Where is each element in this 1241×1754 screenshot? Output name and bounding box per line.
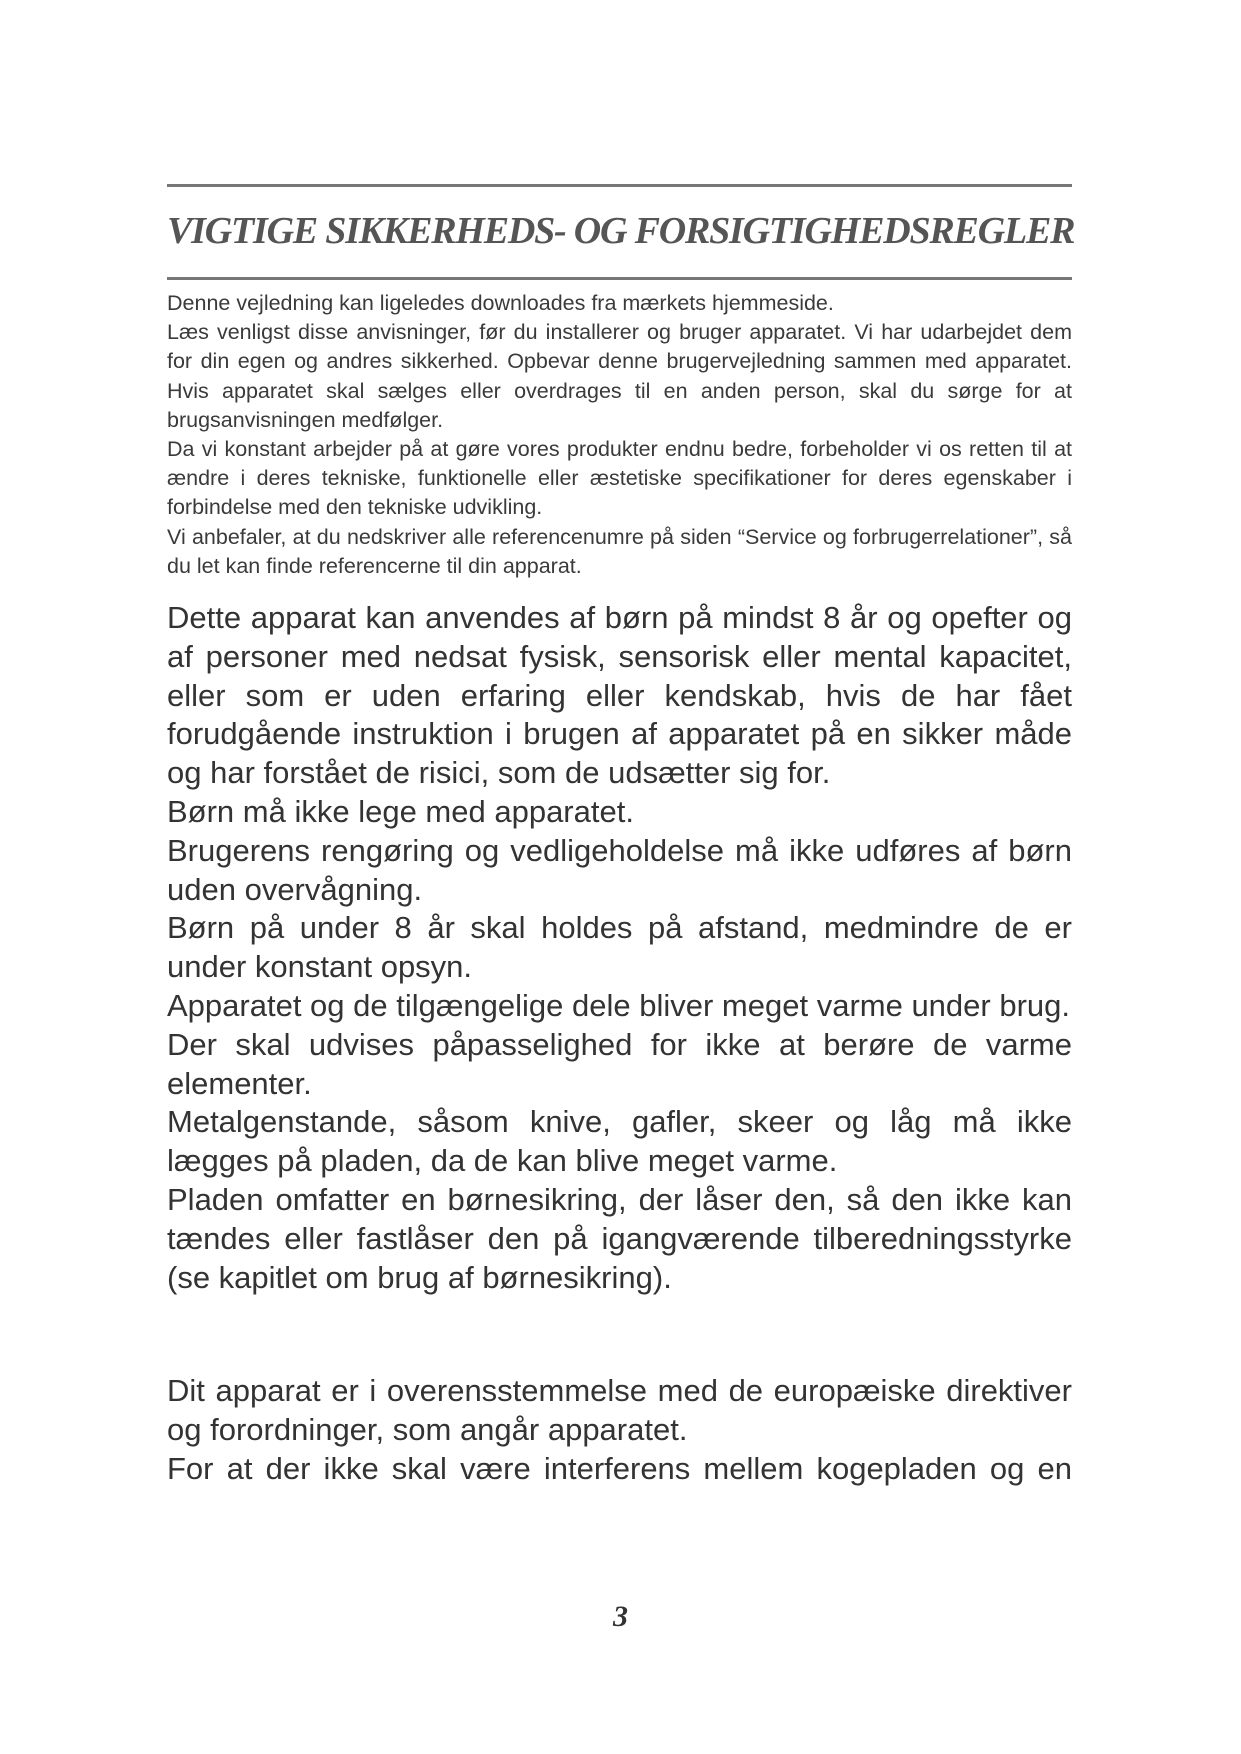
safety-paragraph: Børn må ikke lege med apparatet. (167, 794, 634, 830)
safety-paragraph: Dette apparat kan anvendes af børn på mindst 8 år og opefter og af personer med nedsat fysisk, sensorisk eller mental kapacitet, eller som er uden erfaring eller kendskab, hvis de har fået forudgående instruktion i brugen af apparatet på en sikker måde og har forstået de risici, som de udsætter sig for. (167, 600, 1072, 791)
safety-section (167, 599, 1072, 1297)
safety-paragraph: Brugerens rengøring og vedligeholdelse må ikke udføres af børn uden overvågning. (167, 832, 1072, 907)
page-title: VIGTIGE SIKKERHEDS- OG FORSIGTIGHEDSREGLER (167, 210, 1075, 252)
intro-paragraph: Da vi konstant arbejder på at gøre vores produkter endnu bedre, forbeholder vi os retten til at ændre i deres tekniske, funktionelle eller æstetiske specifikationer for deres egenskaber i forbindelse med den tekniske udvikling. (167, 437, 1072, 520)
safety-paragraph: Metalgenstande, såsom knive, gafler, skeer og låg må ikke lægges på pladen, da de kan blive meget varme. (167, 1104, 1072, 1179)
intro-paragraph: Vi anbefaler, at du nedskriver alle referencenumre på siden “Service og forbrugerrelationer”, så du let kan finde referencerne til din apparat. (167, 524, 1072, 578)
page-number: 3 (613, 1600, 628, 1633)
intro-paragraph: Denne vejledning kan ligeledes downloades fra mærkets hjemmeside. (167, 291, 834, 315)
compliance-section (167, 1372, 1072, 1488)
compliance-paragraph: For at der ikke skal være interferens mellem kogepladen og en (167, 1450, 1072, 1486)
safety-paragraph: Der skal udvises påpasselighed for ikke at berøre de varme elementer. (167, 1026, 1072, 1101)
safety-paragraph: Børn på under 8 år skal holdes på afstand, medmindre de er under konstant opsyn. (167, 910, 1072, 985)
document-page (167, 184, 1075, 1489)
safety-paragraph: Apparatet og de tilgængelige dele bliver meget varme under brug. (167, 988, 1070, 1023)
intro-paragraph: Læs venligst disse anvisninger, før du installerer og bruger apparatet. Vi har udarbejdet dem for din egen og andres sikkerhed. Opbevar denne brugervejledning sammen med apparatet. Hvis apparatet skal sælges eller overdrages til en anden person, skal du sørge for at brugsanvisningen medfølger. (167, 320, 1072, 432)
bottom-rule (167, 277, 1072, 280)
safety-paragraph: Pladen omfatter en børnesikring, der låser den, så den ikke kan tændes eller fastlåser den på igangværende tilberedningsstyrke (se kapitlet om brug af børnesikring). (167, 1181, 1072, 1295)
top-rule (167, 184, 1072, 187)
compliance-paragraph: Dit apparat er i overensstemmelse med de europæiske direktiver og forordninger, som angår apparatet. (167, 1373, 1072, 1448)
intro-section (167, 289, 1072, 581)
